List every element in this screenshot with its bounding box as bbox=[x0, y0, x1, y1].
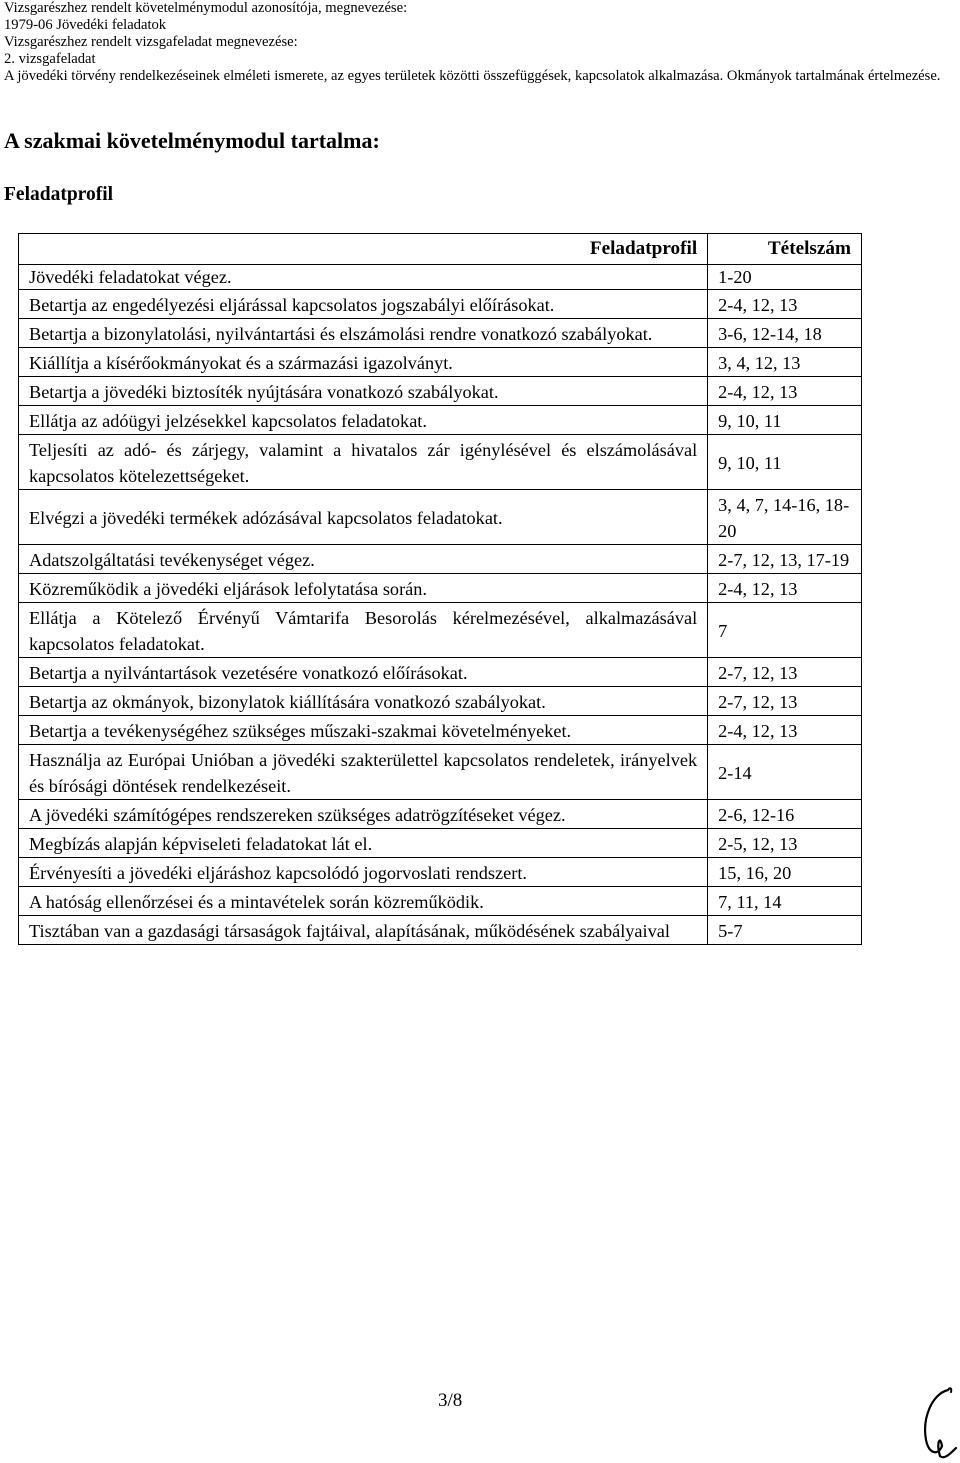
table-row bbox=[19, 916, 862, 945]
task-cell: Betartja az okmányok, bizonylatok kiállítására vonatkozó szabályokat. bbox=[19, 687, 708, 716]
column-header-item-number: Tételszám bbox=[708, 234, 862, 265]
item-number-cell: 3-6, 12-14, 18 bbox=[708, 319, 862, 348]
task-cell: Betartja a tevékenységéhez szükséges műszaki-szakmai követelményeket. bbox=[19, 716, 708, 745]
item-number-cell: 7, 11, 14 bbox=[708, 887, 862, 916]
table-row bbox=[19, 319, 862, 348]
item-number-cell: 2-14 bbox=[708, 745, 862, 800]
task-cell: Adatszolgáltatási tevékenységet végez. bbox=[19, 545, 708, 574]
table-row bbox=[19, 829, 862, 858]
item-number-cell: 2-4, 12, 13 bbox=[708, 377, 862, 406]
item-number-cell: 3, 4, 7, 14-16, 18-20 bbox=[708, 490, 862, 545]
task-cell: Ellátja az adóügyi jelzésekkel kapcsolatos feladatokat. bbox=[19, 406, 708, 435]
task-cell: A jövedéki számítógépes rendszereken szükséges adatrögzítéseket végez. bbox=[19, 800, 708, 829]
table-row bbox=[19, 435, 862, 490]
task-cell: Megbízás alapján képviseleti feladatokat lát el. bbox=[19, 829, 708, 858]
table-row bbox=[19, 603, 862, 658]
table-row bbox=[19, 490, 862, 545]
page-number: 3/8 bbox=[438, 1390, 463, 1411]
table-row bbox=[19, 716, 862, 745]
table-row bbox=[19, 658, 862, 687]
task-cell: Kiállítja a kísérőokmányokat és a származási igazolványt. bbox=[19, 348, 708, 377]
table-row bbox=[19, 290, 862, 319]
item-number-cell: 9, 10, 11 bbox=[708, 435, 862, 490]
table-row bbox=[19, 887, 862, 916]
task-cell: Elvégzi a jövedéki termékek adózásával kapcsolatos feladatokat. bbox=[19, 490, 708, 545]
item-number-cell: 3, 4, 12, 13 bbox=[708, 348, 862, 377]
task-cell: Közreműködik a jövedéki eljárások lefolytatása során. bbox=[19, 574, 708, 603]
task-cell: A hatóság ellenőrzései és a mintavételek során közreműködik. bbox=[19, 887, 708, 916]
task-cell: Ellátja a Kötelező Érvényű Vámtarifa Besorolás kérelmezésével, alkalmazásával kapcsolatos feladatokat. bbox=[19, 603, 708, 658]
table-row bbox=[19, 574, 862, 603]
item-number-cell: 2-5, 12, 13 bbox=[708, 829, 862, 858]
task-cell: Tisztában van a gazdasági társaságok fajtáival, alapításának, működésének szabályaival bbox=[19, 916, 708, 945]
exam-task-label: Vizsgarészhez rendelt vizsgafeladat megnevezése: bbox=[4, 33, 298, 50]
table-row bbox=[19, 745, 862, 800]
task-cell: Betartja a bizonylatolási, nyilvántartási és elszámolási rendre vonatkozó szabályokat. bbox=[19, 319, 708, 348]
item-number-cell: 7 bbox=[708, 603, 862, 658]
signature-icon bbox=[918, 1384, 958, 1462]
task-profile-table bbox=[18, 233, 862, 945]
item-number-cell: 2-6, 12-16 bbox=[708, 800, 862, 829]
task-cell: Érvényesíti a jövedéki eljáráshoz kapcsolódó jogorvoslati rendszert. bbox=[19, 858, 708, 887]
item-number-cell: 2-7, 12, 13 bbox=[708, 687, 862, 716]
table-row bbox=[19, 406, 862, 435]
item-number-cell: 2-4, 12, 13 bbox=[708, 716, 862, 745]
table-row bbox=[19, 348, 862, 377]
table-row bbox=[19, 800, 862, 829]
page-title: A szakmai követelménymodul tartalma: bbox=[4, 128, 380, 153]
module-name: 1979-06 Jövedéki feladatok bbox=[4, 16, 167, 33]
task-cell: Betartja a nyilvántartások vezetésére vonatkozó előírásokat. bbox=[19, 658, 708, 687]
module-id-label: Vizsgarészhez rendelt követelménymodul azonosítója, megnevezése: bbox=[4, 0, 408, 16]
task-cell: Betartja a jövedéki biztosíték nyújtására vonatkozó szabályokat. bbox=[19, 377, 708, 406]
item-number-cell: 2-4, 12, 13 bbox=[708, 290, 862, 319]
item-number-cell: 9, 10, 11 bbox=[708, 406, 862, 435]
table-header-row bbox=[19, 234, 862, 265]
table-row bbox=[19, 377, 862, 406]
task-cell: Teljesíti az adó- és zárjegy, valamint a hivatalos zár igénylésével és elszámolásával kapcsolatos kötelezettségeket. bbox=[19, 435, 708, 490]
item-number-cell: 1-20 bbox=[708, 265, 862, 290]
exam-task-name: 2. vizsgafeladat bbox=[4, 50, 96, 67]
item-number-cell: 2-7, 12, 13, 17-19 bbox=[708, 545, 862, 574]
item-number-cell: 15, 16, 20 bbox=[708, 858, 862, 887]
exam-task-description: A jövedéki törvény rendelkezéseinek elméleti ismerete, az egyes területek közötti összefüggések, kapcsolatok alkalmazása. Okmányok tartalmának értelmezése. bbox=[4, 67, 941, 84]
task-cell: Használja az Európai Unióban a jövedéki szakterülettel kapcsolatos rendeletek, irányelvek és bírósági döntések rendelkezéseit. bbox=[19, 745, 708, 800]
table-row bbox=[19, 545, 862, 574]
table-row bbox=[19, 858, 862, 887]
table-row bbox=[19, 265, 862, 290]
item-number-cell: 5-7 bbox=[708, 916, 862, 945]
item-number-cell: 2-7, 12, 13 bbox=[708, 658, 862, 687]
item-number-cell: 2-4, 12, 13 bbox=[708, 574, 862, 603]
task-cell: Betartja az engedélyezési eljárással kapcsolatos jogszabályi előírásokat. bbox=[19, 290, 708, 319]
document-header bbox=[4, 0, 954, 85]
section-title: Feladatprofil bbox=[4, 184, 114, 205]
column-header-task: Feladatprofil bbox=[19, 234, 708, 265]
task-cell: Jövedéki feladatokat végez. bbox=[19, 265, 708, 290]
table-row bbox=[19, 687, 862, 716]
